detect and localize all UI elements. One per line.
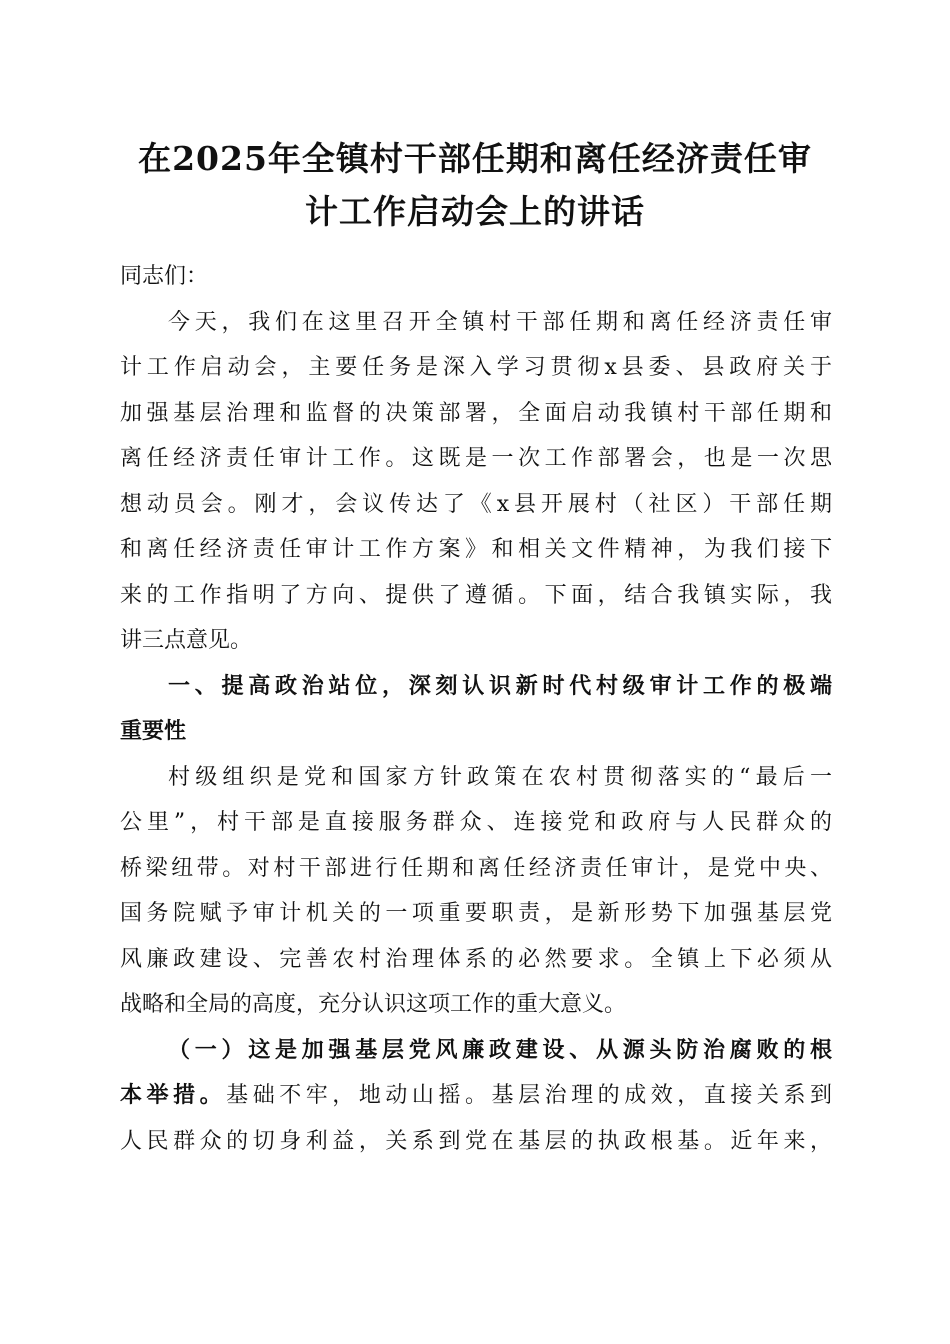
salutation: 同志们：: [120, 264, 209, 289]
paragraph-line: 国务院赋予审计机关的一项重要职责，是新形势下加强基层党: [120, 901, 832, 926]
paragraph-line: 讲三点意见。: [120, 628, 253, 653]
paragraph-line: 公里”，村干部是直接服务群众、连接党和政府与人民群众的: [120, 810, 832, 835]
paragraph-line: 和离任经济责任审计工作方案》和相关文件精神，为我们接下: [120, 537, 832, 562]
paragraph-line: 桥梁纽带。对村干部进行任期和离任经济责任审计，是党中央、: [120, 855, 832, 881]
section-heading-1: [120, 664, 832, 755]
paragraph-line: 战略和全局的高度，充分认识这项工作的重大意义。: [120, 992, 627, 1017]
paragraph-intro: [120, 300, 832, 664]
title-line-1: 在2025年全镇村干部任期和离任经济责任审: [138, 139, 812, 178]
paragraph-line: 今天，我们在这里召开全镇村干部任期和离任经济责任审: [168, 309, 832, 335]
paragraph-line: 人民群众的切身利益，关系到党在基层的执政根基。近年来，: [120, 1128, 832, 1154]
paragraph-line: [120, 1073, 832, 1119]
paragraph-line: 加强基层治理和监督的决策部署，全面启动我镇村干部任期和: [120, 400, 832, 426]
paragraph-subpoint-1: [120, 1028, 832, 1165]
paragraph-village-organization: [120, 755, 832, 1028]
title-line-2: 计工作启动会上的讲话: [305, 192, 645, 231]
subpoint-heading-end: 本举措。: [120, 1082, 227, 1108]
document-title: [118, 132, 832, 238]
subpoint-heading-line: （一）这是加强基层党风廉政建设、从源头防治腐败的根: [168, 1036, 832, 1063]
heading-line: 一、提高政治站位，深刻认识新时代村级审计工作的极端: [168, 673, 832, 699]
paragraph-line: 来的工作指明了方向、提供了遵循。下面，结合我镇实际，我: [120, 582, 832, 608]
paragraph-line: 离任经济责任审计工作。这既是一次工作部署会，也是一次思: [120, 446, 832, 471]
paragraph-text: 基础不牢，地动山摇。基层治理的成效，直接关系到: [226, 1083, 832, 1108]
paragraph-line: 计工作启动会，主要任务是深入学习贯彻x县委、县政府关于: [120, 355, 832, 380]
heading-line: 重要性: [120, 719, 187, 744]
paragraph-line: 村级组织是党和国家方针政策在农村贯彻落实的“最后一: [168, 764, 832, 790]
paragraph-line: 想动员会。刚才，会议传达了《x县开展村（社区）干部任期: [120, 491, 832, 517]
paragraph-line: 风廉政建设、完善农村治理体系的必然要求。全镇上下必须从: [120, 946, 832, 972]
document-body: [120, 254, 832, 1164]
